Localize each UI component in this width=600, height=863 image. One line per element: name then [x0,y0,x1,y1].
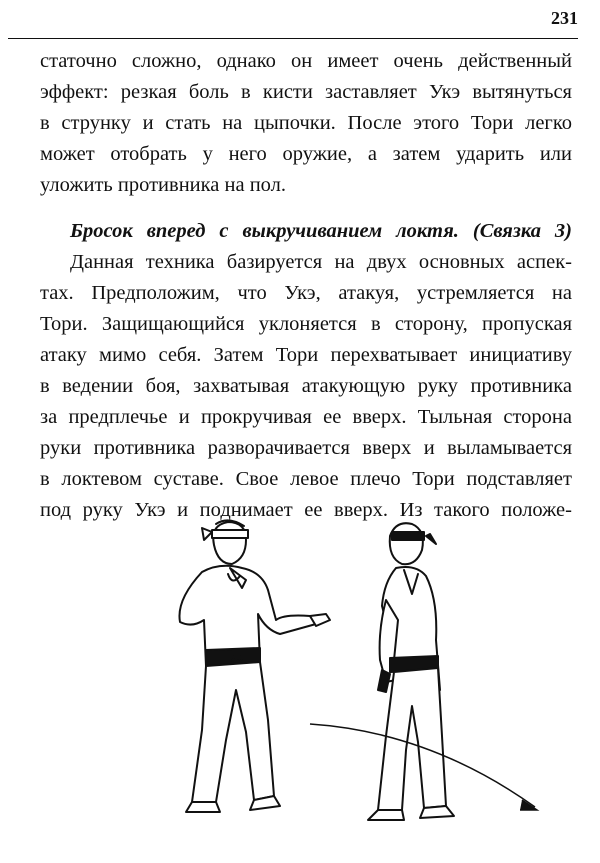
text-line: под руку Укэ и поднимает ее вверх. Из такого положе- [40,499,572,521]
text-line: уложить противника на пол. [40,174,287,196]
text-line: тах. Предположим, что Укэ, атакуя, устремляется на [40,282,572,304]
text-line: в струнку и стать на цыпочки. После этого Тори легко [40,112,572,134]
section [40,216,572,526]
text-line: Тори. Защищающийся уклоняется в сторону, пропуская [40,313,572,335]
text-line: может отобрать у него оружие, а затем ударить или [40,143,572,165]
text-line: атаку мимо себя. Затем Тори перехватывает инициативу [40,344,572,366]
intro-paragraph [40,46,572,201]
text-line: в локтевом суставе. Свое левое плечо Тори подставляет [40,468,572,490]
uke-figure [368,523,454,820]
section-heading: Бросок вперед с выкручиванием локтя. (Связка 3) [70,220,572,242]
text-line: руки противника разворачивается вверх и выламывается [40,437,572,459]
text-line: статочно сложно, однако он имеет очень действенный [40,50,572,72]
text-line: в ведении боя, захватывая атакующую руку противника [40,375,572,397]
tori-figure [179,520,330,812]
page-number: 231 [551,8,578,28]
text-line: за предплечье и прокручивая ее вверх. Тыльная сторона [40,406,572,428]
illustration [150,510,550,840]
header-rule [8,38,578,39]
text-line: Данная техника базируется на двух основных аспек- [70,251,572,273]
text-line: эффект: резкая боль в кисти заставляет Укэ вытянуться [40,81,572,103]
